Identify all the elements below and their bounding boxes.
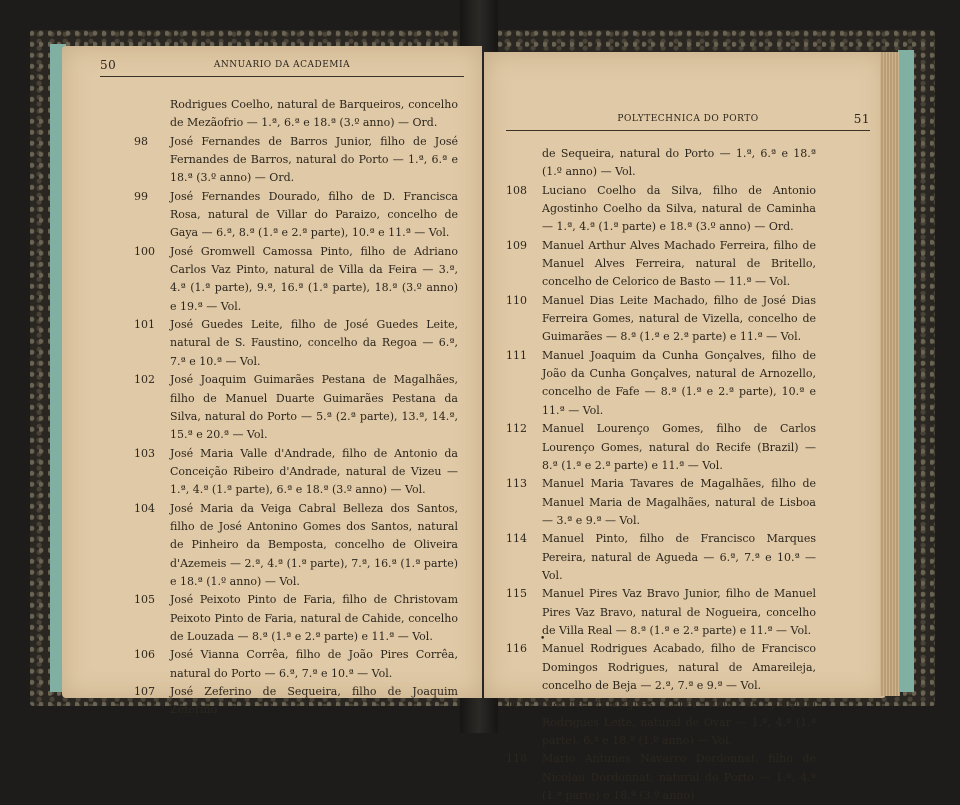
entry-item: [506, 420, 816, 475]
entry-text: José Fernandes de Barros Junior, filho de José Fernandes de Barros, natural do Porto — 1.ª, 6.ª e 18.ª (3.º anno) — Ord.: [170, 134, 458, 185]
entry-number: 114: [506, 532, 527, 546]
entry-item: [506, 530, 816, 585]
entry-text: Manuel Dias Leite Machado, filho de José Dias Ferreira Gomes, natural de Vizella, concelho de Guimarães — 8.ª (1.ª e 2.ª parte) e 11.ª — Vol.: [542, 293, 816, 344]
entry-number: 107: [134, 685, 155, 698]
page-number: 51: [853, 112, 870, 126]
entry-item: [506, 182, 816, 237]
left-page-header: [100, 58, 464, 77]
entry-number: 108: [506, 183, 527, 197]
entry-text: Manuel Rodrigues Acabado, filho de Francisco Domingos Rodrigues, natural de Amareileja, concelho de Beja — 2.ª, 7.ª e 9.ª — Vol.: [542, 642, 816, 692]
entry-number: 111: [506, 348, 527, 362]
entry-text: José Maria da Veiga Cabral Belleza dos Santos, filho de José Antonino Gomes dos Santos, natural de Pinheiro da Bemposta, concelho de Oliveira d'Azemeis — 2.ª, 4.ª (1.ª parte), 7.ª, 16.ª (1.ª parte) e 18.ª (1.º anno) — Vol.: [170, 501, 458, 588]
entry-number: 98: [134, 134, 148, 148]
entry-text: Luciano Coelho da Silva, filho de Antonio Agostinho Coelho da Silva, natural de Caminha — 1.ª, 4.ª (1.ª parte) e 18.ª (3.º anno) — Ord.: [542, 183, 816, 234]
entry-item: [506, 475, 816, 530]
entry-list: [506, 182, 816, 805]
entry-number: 100: [134, 244, 155, 258]
continuation-text: Rodrigues Coelho, natural de Barqueiros, concelho de Mezãofrio — 1.ª, 6.ª e 18.ª (3.º anno) — Ord.: [170, 98, 458, 130]
entry-text: Manuel Pires Vaz Bravo Junior, filho de Manuel Pires Vaz Bravo, natural de Nogueira, concelho de Villa Real — 8.ª (1.ª e 2.ª parte) e 11.ª — Vol.: [542, 587, 816, 637]
entry-text: Manuel Pinto, filho de Francisco Marques Pereira, natural de Agueda — 6.ª, 7.ª e 10.ª — Vol.: [542, 532, 816, 582]
entry-item: [506, 750, 816, 805]
ink-dot-mark: •: [540, 634, 546, 644]
entry-text: Manuel Rodrigues Leite, filho de Joaquim Rodrigues Leite, natural de Ovar — 1.ª, 4.ª (1.ª parte), 6.ª e 18.ª (1.º anno) — Vol.: [542, 697, 816, 747]
entry-text: José Gromwell Camossa Pinto, filho de Adriano Carlos Vaz Pinto, natural de Villa da Feira — 3.ª, 4.ª (1.ª parte), 9.ª, 16.ª (1.ª parte), 18.ª (3.º anno) e 19.ª — Vol.: [170, 244, 458, 313]
entry-text: José Peixoto Pinto de Faria, filho de Christovam Peixoto Pinto de Faria, natural de Cahide, concelho de Louzada — 8.ª (1.ª e 2.ª parte) e 11.ª — Vol.: [170, 593, 458, 643]
entry-text: José Joaquim Guimarães Pestana de Magalhães, filho de Manuel Duarte Guimarães Pestana da Silva, natural do Porto — 5.ª (2.ª parte), 13.ª, 14.ª, 15.ª e 20.ª — Vol.: [170, 373, 458, 442]
entry-item: [134, 243, 458, 316]
entry-list: [134, 133, 458, 720]
entry-item: [134, 188, 458, 243]
entry-number: 117: [506, 697, 527, 711]
entry-number: 101: [134, 318, 155, 332]
entry-number: 110: [506, 293, 527, 307]
entry-text: José Fernandes Dourado, filho de D. Francisca Rosa, natural de Villar do Paraizo, concelho de Gaya — 6.ª, 8.ª (1.ª e 2.ª parte), 10.ª e 11.ª — Vol.: [170, 189, 458, 240]
left-page: [62, 46, 482, 717]
entry-number: 105: [134, 593, 155, 607]
page-number: 50: [100, 58, 117, 72]
entry-number: 116: [506, 642, 527, 656]
entry-item: [506, 640, 816, 695]
right-page: [484, 52, 886, 803]
entry-number: 109: [506, 238, 527, 252]
entry-item: [134, 316, 458, 371]
entry-number: 113: [506, 477, 527, 491]
entry-text: Manuel Lourenço Gomes, filho de Carlos Lourenço Gomes, natural do Recife (Brazil) — 8.ª (1.ª e 2.ª parte) e 11.ª — Vol.: [542, 422, 816, 472]
entry-text: José Vianna Corrêa, filho de João Pires Corrêa, natural do Porto — 6.ª, 7.ª e 10.ª — Vol.: [170, 648, 458, 680]
entry-item: [506, 292, 816, 347]
entry-text: José Maria Valle d'Andrade, filho de Antonio da Conceição Ribeiro d'Andrade, natural de Vizeu — 1.ª, 4.ª (1.ª parte), 6.ª e 18.ª (3.º anno) — Vol.: [170, 446, 458, 497]
running-head: ANNUARIO DA ACADEMIA: [213, 60, 351, 70]
entry-item: [134, 133, 458, 188]
entry-item: [506, 695, 816, 750]
right-page-edge: [898, 50, 914, 692]
left-page-body: [134, 96, 458, 720]
entry-number: 106: [134, 648, 155, 662]
entry-item: [506, 347, 816, 420]
entry-text: Manuel Joaquim da Cunha Gonçalves, filho de João da Cunha Gonçalves, natural de Arnozello, concelho de Fafe — 8.ª (1.ª e 2.ª parte), 10.ª e 11.ª — Vol.: [542, 348, 816, 417]
running-head: POLYTECHNICA DO PORTO: [617, 114, 759, 124]
entry-text: José Guedes Leite, filho de José Guedes Leite, natural de S. Faustino, concelho da Regoa — 6.ª, 7.ª e 10.ª — Vol.: [170, 318, 458, 368]
entry-item: [506, 237, 816, 292]
entry-number: 118: [506, 752, 527, 766]
entry-item: [134, 371, 458, 444]
entry-item: [134, 683, 458, 720]
right-page-header: [506, 112, 870, 131]
entry-number: 112: [506, 422, 527, 436]
entry-text: Mario Antunes Navarro Dordonnat, filho de Nicolau Dordonnat, natural do Porto — 1.ª, 4.ª (1.ª parte) e 18.ª (3.º anno): [542, 752, 816, 803]
entry-text: Manuel Maria Tavares de Magalhães, filho de Manuel Maria de Magalhães, natural de Lisboa — 3.ª e 9.ª — Vol.: [542, 477, 816, 527]
entry-number: 115: [506, 587, 527, 601]
entry-text: Manuel Arthur Alves Machado Ferreira, filho de Manuel Alves Ferreira, natural de Britello, concelho de Celorico de Basto — 11.ª — Vol.: [542, 238, 816, 289]
entry-item: [134, 445, 458, 500]
entry-item: [134, 500, 458, 592]
right-page-body: [506, 145, 816, 805]
entry-number: 99: [134, 189, 148, 203]
page-leaves: [880, 52, 900, 696]
entry-number: 102: [134, 373, 155, 387]
entry-text: José Zeferino de Sequeira, filho de Joaquim Zeferino: [170, 685, 458, 717]
entry-item: [134, 646, 458, 683]
entry-number: 104: [134, 501, 155, 515]
entry-item: [506, 585, 816, 640]
entry-item: [134, 591, 458, 646]
entry-number: 103: [134, 446, 155, 460]
continuation-text: de Sequeira, natural do Porto — 1.ª, 6.ª e 18.ª (1.º anno) — Vol.: [542, 147, 816, 179]
